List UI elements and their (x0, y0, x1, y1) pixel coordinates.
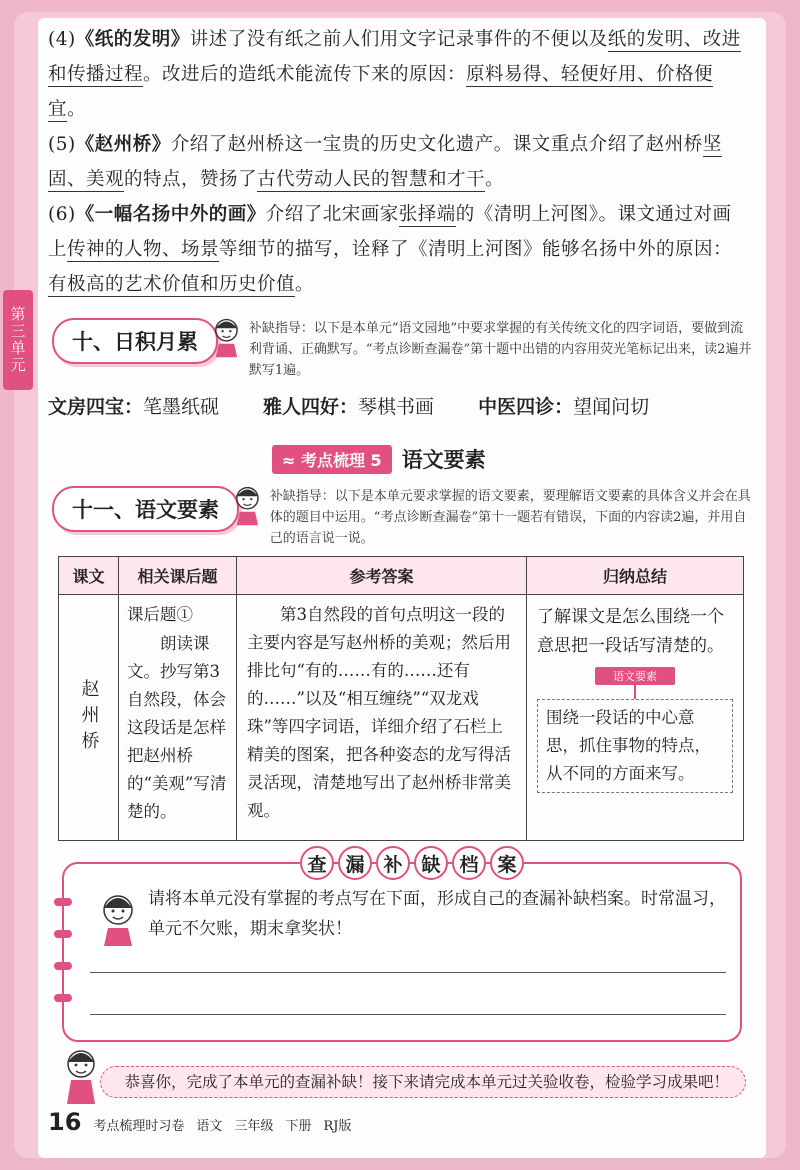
idiom-item: 中医四诊：望闻问切 (478, 396, 650, 418)
key-points-banner (272, 444, 486, 474)
binder-ring (54, 930, 72, 938)
girl-icon (60, 1044, 102, 1104)
summary-paragraphs (48, 22, 748, 302)
binder-ring (54, 898, 72, 906)
term: 下册 (285, 1119, 312, 1134)
language-elements-table (58, 556, 744, 841)
congrats-banner: 恭喜你，完成了本单元的查漏补缺！接下来请完成本单元过关验收卷，检验学习成果吧！ (100, 1066, 746, 1098)
table-header: 课文 (59, 557, 119, 595)
book-title: 考点梳理时习卷 (93, 1119, 185, 1134)
idiom-item: 文房四宝：笔墨纸砚 (48, 396, 220, 418)
record-title: 查 漏 补 缺 档 案 (300, 846, 524, 880)
question-cell: 课后题① 朗读课文。抄写第3自然段，体会这段话是怎样把赵州桥的“美观”写清楚的。 (119, 595, 237, 841)
table-header: 归纳总结 (527, 557, 744, 595)
summary-text: 了解课文是怎么围绕一个意思把一段话写清楚的。 (537, 607, 724, 656)
tag-connector (634, 685, 636, 699)
table-header-row (59, 557, 744, 595)
paragraph-6: (6)《一幅名扬中外的画》介绍了北宋画家张择端的《清明上河图》。课文通过对画上传神的人物、场景等细节的描写，诠释了《清明上河图》能够名扬中外的原因：有极高的艺术价值和历史价值。 (48, 204, 733, 295)
unit-side-tab: 第三单元 (3, 290, 33, 390)
summary-box: 围绕一段话的中心意思，抓住事物的特点，从不同的方面来写。 (537, 699, 733, 793)
section-11-tip: 补缺指导：以下是本单元要求掌握的语文要素，要理解语文要素的具体含义并会在具体的题目中运用。“考点诊断查漏卷”第十一题若有错误，下面的内容读2遍，并用自己的语言说一说。 (269, 489, 751, 546)
binder-ring (54, 994, 72, 1002)
record-instructions: 请将本单元没有掌握的考点写在下面，形成自己的查漏补缺档案。时常温习，单元不欠账，期末拿奖状！ (148, 889, 726, 939)
edition: RJ版 (323, 1119, 352, 1134)
section-10-header (52, 318, 752, 381)
section-10-title: 十、日积月累 (52, 318, 218, 364)
binder-ring (54, 962, 72, 970)
section-11-header (52, 486, 752, 549)
idiom-item: 雅人四好：琴棋书画 (263, 396, 435, 418)
paragraph-5: (5)《赵州桥》介绍了赵州桥这一宝贵的历史文化遗产。课文重点介绍了赵州桥坚固、美观的特点，赞扬了古代劳动人民的智慧和才干。 (48, 134, 722, 190)
paragraph-4: (4)《纸的发明》讲述了没有纸之前人们用文字记录事件的不便以及纸的发明、改进和传播过程。改进后的造纸术能流传下来的原因：原料易得、轻便好用、价格便宜。 (48, 29, 741, 120)
summary-cell (527, 595, 744, 841)
table-row (59, 595, 744, 841)
key-points-title: 语文要素 (401, 448, 486, 472)
table-header: 相关课后题 (119, 557, 237, 595)
page-number: 16 (48, 1108, 82, 1136)
section-11-title: 十一、语文要素 (52, 486, 239, 532)
grade: 三年级 (234, 1119, 274, 1134)
page-footer (48, 1108, 351, 1136)
section-10-tip: 补缺指导：以下是本单元“语文园地”中要求掌握的有关传统文化的四字词语，要做到流利背诵、正确默写。“考点诊断查漏卷”第十题中出错的内容用荧光笔标记出来，读2遍并默写1遍。 (248, 321, 752, 378)
table-header: 参考答案 (237, 557, 527, 595)
girl-icon (210, 314, 243, 358)
girl-icon (96, 890, 140, 946)
answer-cell: 第3自然段的首句点明这一段的主要内容是写赵州桥的美观；然后用排比句“有的……有的……还有的……”以及“相互缠绕”“双龙戏珠”等四字词语，详细介绍了石栏上精美的图案，把各种姿态的龙写得活灵活现，清楚地写出了赵州桥非常美观。 (237, 595, 527, 841)
subject: 语文 (196, 1119, 223, 1134)
summary-tag: 语文要素 (595, 667, 675, 685)
writing-line[interactable] (90, 972, 726, 973)
key-points-tag: ≈ 考点梳理 5 (272, 445, 392, 474)
lesson-cell: 赵州桥 (59, 595, 119, 841)
writing-line[interactable] (90, 1014, 726, 1015)
girl-icon (231, 482, 264, 526)
idiom-list (48, 392, 649, 419)
